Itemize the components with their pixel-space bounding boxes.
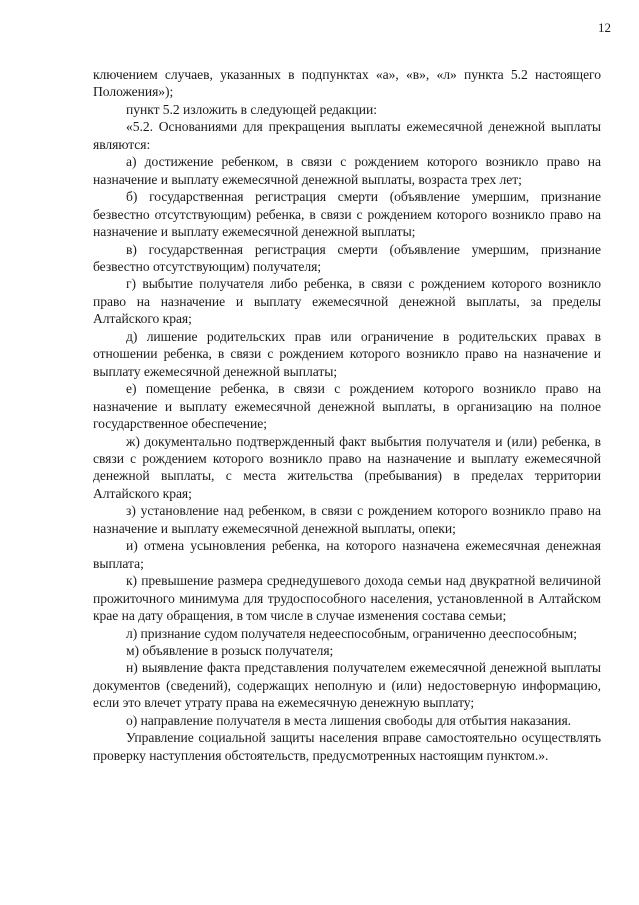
list-item-a: а) достижение ребенком, в связи с рождением которого возникло право на назначение и выплату ежемесячной денежной выплаты, возраста трех лет; [93,154,601,187]
list-item-d: д) лишение родительских прав или ограничение в родительских правах в отношении ребенка, в связи с рождением которого возникло право на назначение и выплату ежемесячной денежной выплаты; [93,328,601,379]
list-item-v: в) государственная регистрация смерти (объявление умершим, признание безвестно отсутствующим) получателя; [93,241,601,274]
document-body [93,66,601,764]
list-item-g: г) выбытие получателя либо ребенка, в связи с рождением которого возникло право на назначение и выплату ежемесячной денежной выплаты, за пределы Алтайского края; [93,276,601,327]
paragraph-continuation: ключением случаев, указанных в подпунктах «а», «в», «л» пункта 5.2 настоящего Положения»); [93,67,601,100]
list-item-b: б) государственная регистрация смерти (объявление умершим, признание безвестно отсутствующим) ребенка, в связи с рождением которого возникло право на назначение и выплату ежемесячной денежной выплаты; [93,189,601,240]
list-item-k: к) превышение размера среднедушевого дохода семьи над двукратной величиной прожиточного минимума для трудоспособного населения, установленной в Алтайском крае на дату обращения, в том числе в случае изменения состава семьи; [93,573,601,624]
paragraph-closing: Управление социальной защиты населения вправе самостоятельно осуществлять проверку наступления обстоятельств, предусмотренных настоящим пунктом.». [93,730,601,763]
list-item-o: о) направление получателя в места лишения свободы для отбытия наказания. [126,712,572,728]
list-item-m: м) объявление в розыск получателя; [126,642,334,658]
paragraph-amendment-instruction: пункт 5.2 изложить в следующей редакции: [126,101,377,117]
list-item-e: е) помещение ребенка, в связи с рождением которого возникло право на назначение и выплату ежемесячной денежной выплаты, в организацию на полное государственное обеспечение; [93,381,601,432]
paragraph-section-5-2-heading: «5.2. Основаниями для прекращения выплаты ежемесячной денежной выплаты являются: [93,119,601,152]
page-number: 12 [598,20,611,35]
list-item-zh: ж) документально подтвержденный факт выбытия получателя и (или) ребенка, в связи с рождением которого возникло право на назначение и выплату ежемесячной денежной выплаты, с места жительства (пребывания) в пределах территории Алтайского края; [93,433,601,501]
list-item-z: з) установление над ребенком, в связи с рождением которого возникло право на назначение и выплату ежемесячной денежной выплаты, опеки; [93,503,601,536]
list-item-l: л) признание судом получателя недееспособным, ограниченно дееспособным; [126,625,577,641]
list-item-n: н) выявление факта представления получателем ежемесячной денежной выплаты документов (сведений), содержащих неполную и (или) недостоверную информацию, если это влечет утрату права на ежемесячную денежную выплату; [93,660,601,711]
list-item-i: и) отмена усыновления ребенка, на которого назначена ежемесячная денежная выплата; [93,538,601,571]
